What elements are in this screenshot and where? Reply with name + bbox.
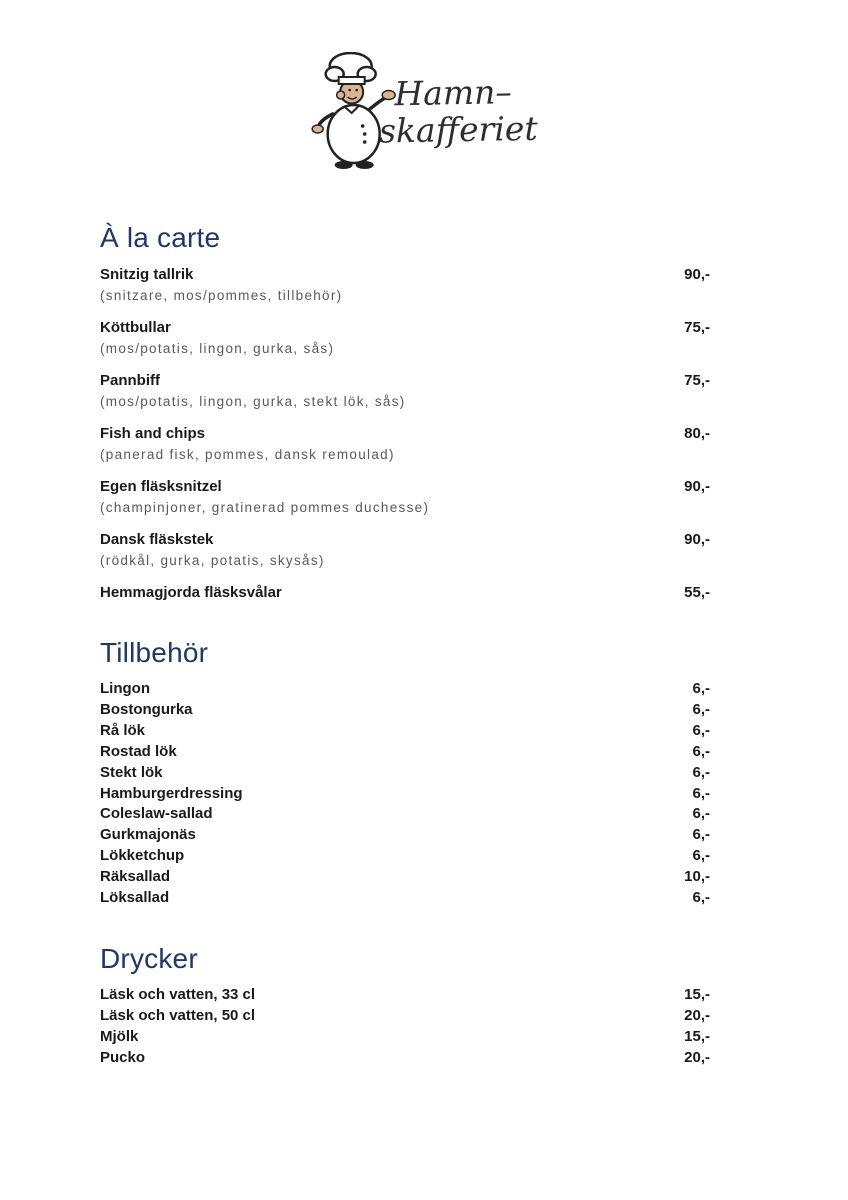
row-name: Bostongurka (100, 700, 193, 718)
row-price: 6,- (692, 680, 710, 697)
dish-price: 80,- (684, 425, 710, 442)
row-name: Läsk och vatten, 50 cl (100, 1006, 256, 1024)
row-price: 6,- (692, 763, 710, 781)
menu-row (100, 804, 710, 825)
menu-row (100, 825, 710, 846)
dish-description: (snitzare, mos/pommes, tillbehör) (100, 288, 343, 303)
dish-name: Köttbullar (100, 319, 171, 336)
row-name: Hamburgerdressing (100, 784, 243, 802)
dish-description: (champinjoner, gratinerad pommes duchesse) (100, 500, 430, 515)
menu-item (100, 423, 710, 465)
menu-item (100, 370, 710, 412)
row-price: 15,- (684, 1027, 710, 1045)
dish-name: Hemmagjorda fläsksvålar (100, 584, 282, 601)
row-price: 6,- (692, 721, 710, 739)
row-price: 6,- (692, 784, 710, 802)
dish-description: (mos/potatis, lingon, gurka, stekt lök, sås) (100, 394, 406, 409)
section-title-drycker: Drycker (100, 942, 198, 974)
row-price: 6,- (692, 826, 710, 844)
menu-row (100, 700, 710, 721)
menu-row (100, 1027, 710, 1048)
dish-price: 90,- (684, 531, 710, 548)
logo-text-line2: skafferiet (378, 108, 538, 151)
menu-item (100, 582, 710, 603)
row-name: Rostad lök (100, 742, 177, 760)
menu-row (100, 846, 710, 867)
dish-name: Egen fläsksnitzel (100, 478, 222, 495)
row-price: 6,- (692, 889, 710, 907)
row-price: 6,- (692, 700, 710, 718)
dish-price: 75,- (684, 372, 710, 389)
section-title-a-la-carte: À la carte (100, 222, 221, 253)
section-tillbehor (100, 637, 710, 909)
menu-item (100, 476, 710, 518)
dish-name: Snitzig tallrik (100, 266, 194, 283)
section-title-tillbehor: Tillbehör (100, 637, 209, 668)
section-a-la-carte (100, 222, 710, 603)
menu-row (100, 742, 710, 763)
menu-row (100, 1006, 710, 1027)
dish-price: 55,- (684, 584, 710, 601)
menu-row (100, 784, 710, 805)
row-name: Coleslaw-sallad (100, 805, 213, 823)
dish-name: Fish and chips (100, 425, 206, 442)
menu-row (100, 985, 710, 1006)
menu-row (100, 679, 710, 700)
row-price: 6,- (692, 742, 710, 760)
row-name: Gurkmajonäs (100, 826, 196, 844)
logo-text-line1: Hamn– (394, 72, 513, 114)
dish-description: (rödkål, gurka, potatis, skysås) (100, 553, 325, 568)
row-name: Räksallad (100, 868, 171, 886)
menu-item (100, 317, 710, 359)
dish-price: 75,- (684, 319, 710, 336)
row-name: Läsk och vatten, 33 cl (100, 985, 256, 1003)
row-name: Rå lök (100, 721, 146, 739)
dish-description: (panerad fisk, pommes, dansk remoulad) (100, 447, 395, 462)
dish-price: 90,- (684, 478, 710, 495)
row-name: Mjölk (100, 1027, 139, 1045)
menu-row (100, 867, 710, 888)
row-price: 10,- (684, 868, 710, 886)
menu-item (100, 529, 710, 571)
menu-item (100, 264, 710, 306)
row-name: Stekt lök (100, 763, 163, 781)
row-price: 20,- (684, 1048, 710, 1066)
menu-row (100, 1048, 710, 1069)
row-name: Löksallad (100, 889, 170, 907)
dish-name: Pannbiff (100, 372, 160, 389)
row-price: 15,- (684, 985, 710, 1003)
row-name: Lingon (100, 680, 150, 697)
dish-name: Dansk fläskstek (100, 531, 214, 548)
menu-row (100, 888, 710, 909)
menu-row (100, 763, 710, 784)
section-drycker (100, 943, 710, 1069)
dish-description: (mos/potatis, lingon, gurka, sås) (100, 341, 335, 356)
row-price: 20,- (684, 1006, 710, 1024)
row-name: Pucko (100, 1048, 146, 1066)
row-price: 6,- (692, 805, 710, 823)
menu-row (100, 721, 710, 742)
row-price: 6,- (692, 847, 710, 865)
dish-price: 90,- (684, 266, 710, 283)
row-name: Lökketchup (100, 847, 185, 865)
